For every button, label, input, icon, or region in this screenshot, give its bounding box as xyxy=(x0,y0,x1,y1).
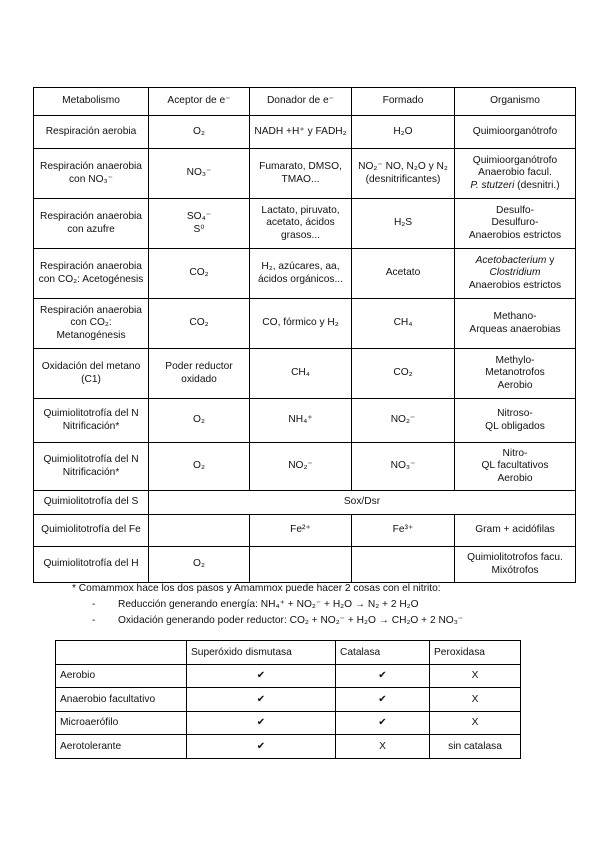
cell-aceptor: CO₂ xyxy=(149,249,250,299)
organismo-line: Metanotrofos xyxy=(485,367,545,379)
cell-organismo xyxy=(455,299,576,349)
organismo-line xyxy=(457,267,573,279)
cell-formado: NO₃⁻ xyxy=(352,443,455,491)
sod-value: ✔ xyxy=(187,711,336,735)
cell-organismo xyxy=(455,149,576,199)
organismo-line: Desulfuro- xyxy=(491,217,539,229)
organismo-line: Anaerobios estrictos xyxy=(468,229,562,241)
sod-value: ✔ xyxy=(187,688,336,712)
cell-formado: H₂S xyxy=(352,199,455,249)
cell-aceptor: O₂ xyxy=(149,116,250,149)
table-row xyxy=(34,491,576,515)
cell-donador: CH₄ xyxy=(250,349,352,399)
metabolismo-line: Nitrificación* xyxy=(62,466,120,478)
dash-marker: - xyxy=(92,599,96,610)
cell-formado: NO₂⁻ xyxy=(352,399,455,443)
header-formado: Formado xyxy=(352,88,455,116)
cell-organismo xyxy=(455,249,576,299)
table-row xyxy=(34,515,576,547)
cell-organismo xyxy=(455,547,576,583)
organismo-line: Quimiolitotrofos facu. xyxy=(467,552,563,564)
organismo-line xyxy=(457,255,573,267)
metabolism-table xyxy=(33,87,576,583)
cell-aceptor: O₂ xyxy=(149,547,250,583)
peroxidasa-value: X xyxy=(430,711,521,735)
aceptor-line: SO₄⁻ xyxy=(186,211,212,223)
organismo-line: Methylo- xyxy=(495,354,535,366)
enzyme-table xyxy=(55,640,521,759)
enzyme-header-row xyxy=(56,641,521,665)
organismo-line: Mixótrofos xyxy=(491,564,539,576)
metabolismo-line: Quimiolitotrofía del N xyxy=(43,408,139,420)
peroxidasa-value: X xyxy=(430,664,521,688)
organismo-line: Quimioorganótrofo xyxy=(472,154,558,166)
catalasa-value: ✔ xyxy=(336,688,430,712)
cell-donador: Fumarato, DMSO, TMAO... xyxy=(250,149,352,199)
sod-value: ✔ xyxy=(187,735,336,759)
cell-aceptor: NO₃⁻ xyxy=(149,149,250,199)
organismo-line: Methano- xyxy=(493,311,537,323)
header-empty xyxy=(56,641,187,665)
organism-type: Microaerófilo xyxy=(56,711,187,735)
organismo-line: Anaerobio facul. xyxy=(478,167,552,179)
cell-donador xyxy=(250,547,352,583)
header-superoxido-dismutasa: Superóxido dismutasa xyxy=(187,641,336,665)
catalasa-value: ✔ xyxy=(336,711,430,735)
cell-donador: Fe²⁺ xyxy=(250,515,352,547)
organismo-line: Nitroso- xyxy=(497,408,533,420)
footnote-item xyxy=(72,597,463,613)
peroxidasa-value: sin catalasa xyxy=(430,735,521,759)
cell-formado: Acetato xyxy=(352,249,455,299)
organismo-line: Aerobio xyxy=(497,472,533,484)
footnote-item xyxy=(72,613,463,629)
footnote-intro: * Comammox hace los dos pasos y Amammox puede hacer 2 cosas con el nitrito: xyxy=(72,583,441,594)
cell-metabolismo: Oxidación del metano (C1) xyxy=(34,349,149,399)
table-row xyxy=(34,199,576,249)
cell-metabolismo: Quimiolitotrofía del Fe xyxy=(34,515,149,547)
header-aceptor: Aceptor de e⁻ xyxy=(149,88,250,116)
organismo-line: Desulfo- xyxy=(496,204,534,216)
cell-metabolismo xyxy=(34,399,149,443)
cell-metabolismo: Respiración anaerobia con azufre xyxy=(34,199,149,249)
cell-organismo xyxy=(455,199,576,249)
cell-aceptor: Poder reductor oxidado xyxy=(149,349,250,399)
sod-value: ✔ xyxy=(187,664,336,688)
table-row xyxy=(34,349,576,399)
cell-metabolismo: Quimiolitotrofía del H xyxy=(34,547,149,583)
genus-name: Acetobacterium xyxy=(475,254,547,266)
catalasa-value: X xyxy=(336,735,430,759)
cell-aceptor xyxy=(149,199,250,249)
cell-formado xyxy=(352,547,455,583)
cell-organismo xyxy=(455,349,576,399)
table-row xyxy=(34,399,576,443)
cell-metabolismo: Respiración anaerobia con NO₃⁻ xyxy=(34,149,149,199)
enzyme-row xyxy=(56,688,521,712)
header-donador: Donador de e⁻ xyxy=(250,88,352,116)
metabolismo-line: Nitrificación* xyxy=(62,420,120,432)
footnotes xyxy=(72,581,463,629)
header-metabolismo: Metabolismo xyxy=(34,88,149,116)
cell-donador: Lactato, piruvato, acetato, ácidos grasos... xyxy=(250,199,352,249)
organismo-line: Nitro- xyxy=(502,447,528,459)
organismo-line: Anaerobios estrictos xyxy=(468,279,562,291)
genus-name: Clostridium xyxy=(489,267,541,279)
cell-metabolismo: Respiración aerobia xyxy=(34,116,149,149)
cell-aceptor: O₂ xyxy=(149,443,250,491)
table-row xyxy=(34,249,576,299)
table-header-row xyxy=(34,88,576,116)
cell-metabolismo: Respiración anaerobia con CO₂: Acetogénesis xyxy=(34,249,149,299)
enzyme-row xyxy=(56,711,521,735)
table-row xyxy=(34,547,576,583)
cell-aceptor: CO₂ xyxy=(149,299,250,349)
cell-donador: NADH +H⁺ y FADH₂ xyxy=(250,116,352,149)
cell-donador: NO₂⁻ xyxy=(250,443,352,491)
organism-type: Aerobio xyxy=(56,664,187,688)
header-organismo: Organismo xyxy=(455,88,576,116)
cell-formado: Fe³⁺ xyxy=(352,515,455,547)
cell-formado: CO₂ xyxy=(352,349,455,399)
species-name: P. stutzeri xyxy=(470,179,515,191)
cell-formado: H₂O xyxy=(352,116,455,149)
organismo-line: QL obligados xyxy=(485,420,545,432)
table-row xyxy=(34,149,576,199)
dash-marker: - xyxy=(92,615,96,626)
table-row xyxy=(34,116,576,149)
organismo-suffix: y xyxy=(546,254,555,266)
organismo-line: QL facultativos xyxy=(481,460,549,472)
footnote-text: Reducción generando energía: NH₄⁺ + NO₂⁻ + H₂O → N₂ + 2 H₂O xyxy=(118,599,419,610)
cell-donador: NH₄⁺ xyxy=(250,399,352,443)
cell-organismo: Gram + acidófilas xyxy=(455,515,576,547)
cell-donador: CO, fórmico y H₂ xyxy=(250,299,352,349)
cell-organismo: Quimioorganótrofo xyxy=(455,116,576,149)
enzyme-row xyxy=(56,735,521,759)
table-row xyxy=(34,443,576,491)
cell-metabolismo xyxy=(34,443,149,491)
cell-formado: NO₂⁻ NO, N₂O y N₂ (desnitrificantes) xyxy=(352,149,455,199)
enzyme-row xyxy=(56,664,521,688)
table-row xyxy=(34,299,576,349)
cell-donador: H₂, azúcares, aa, ácidos orgánicos... xyxy=(250,249,352,299)
cell-formado: CH₄ xyxy=(352,299,455,349)
aceptor-line: S⁰ xyxy=(193,223,205,235)
organismo-line xyxy=(457,180,573,192)
cell-aceptor xyxy=(149,515,250,547)
footnote-text: Oxidación generando poder reductor: CO₂ + NO₂⁻ + H₂O → CH₂O + 2 NO₃⁻ xyxy=(118,615,464,626)
peroxidasa-value: X xyxy=(430,688,521,712)
header-peroxidasa: Peroxidasa xyxy=(430,641,521,665)
organism-type: Anaerobio facultativo xyxy=(56,688,187,712)
cell-aceptor: O₂ xyxy=(149,399,250,443)
cell-organismo xyxy=(455,399,576,443)
organismo-suffix: (desnitri.) xyxy=(514,179,560,191)
organismo-line: Aerobio xyxy=(497,379,533,391)
organism-type: Aerotolerante xyxy=(56,735,187,759)
metabolismo-line: Quimiolitotrofía del N xyxy=(43,454,139,466)
catalasa-value: ✔ xyxy=(336,664,430,688)
cell-metabolismo: Respiración anaerobia con CO₂: Metanogénesis xyxy=(34,299,149,349)
organismo-line: Arqueas anaerobias xyxy=(469,323,561,335)
cell-organismo xyxy=(455,443,576,491)
header-catalasa: Catalasa xyxy=(336,641,430,665)
cell-metabolismo: Quimiolitotrofía del S xyxy=(34,491,149,515)
cell-merged-sox-dsr: Sox/Dsr xyxy=(149,491,576,515)
